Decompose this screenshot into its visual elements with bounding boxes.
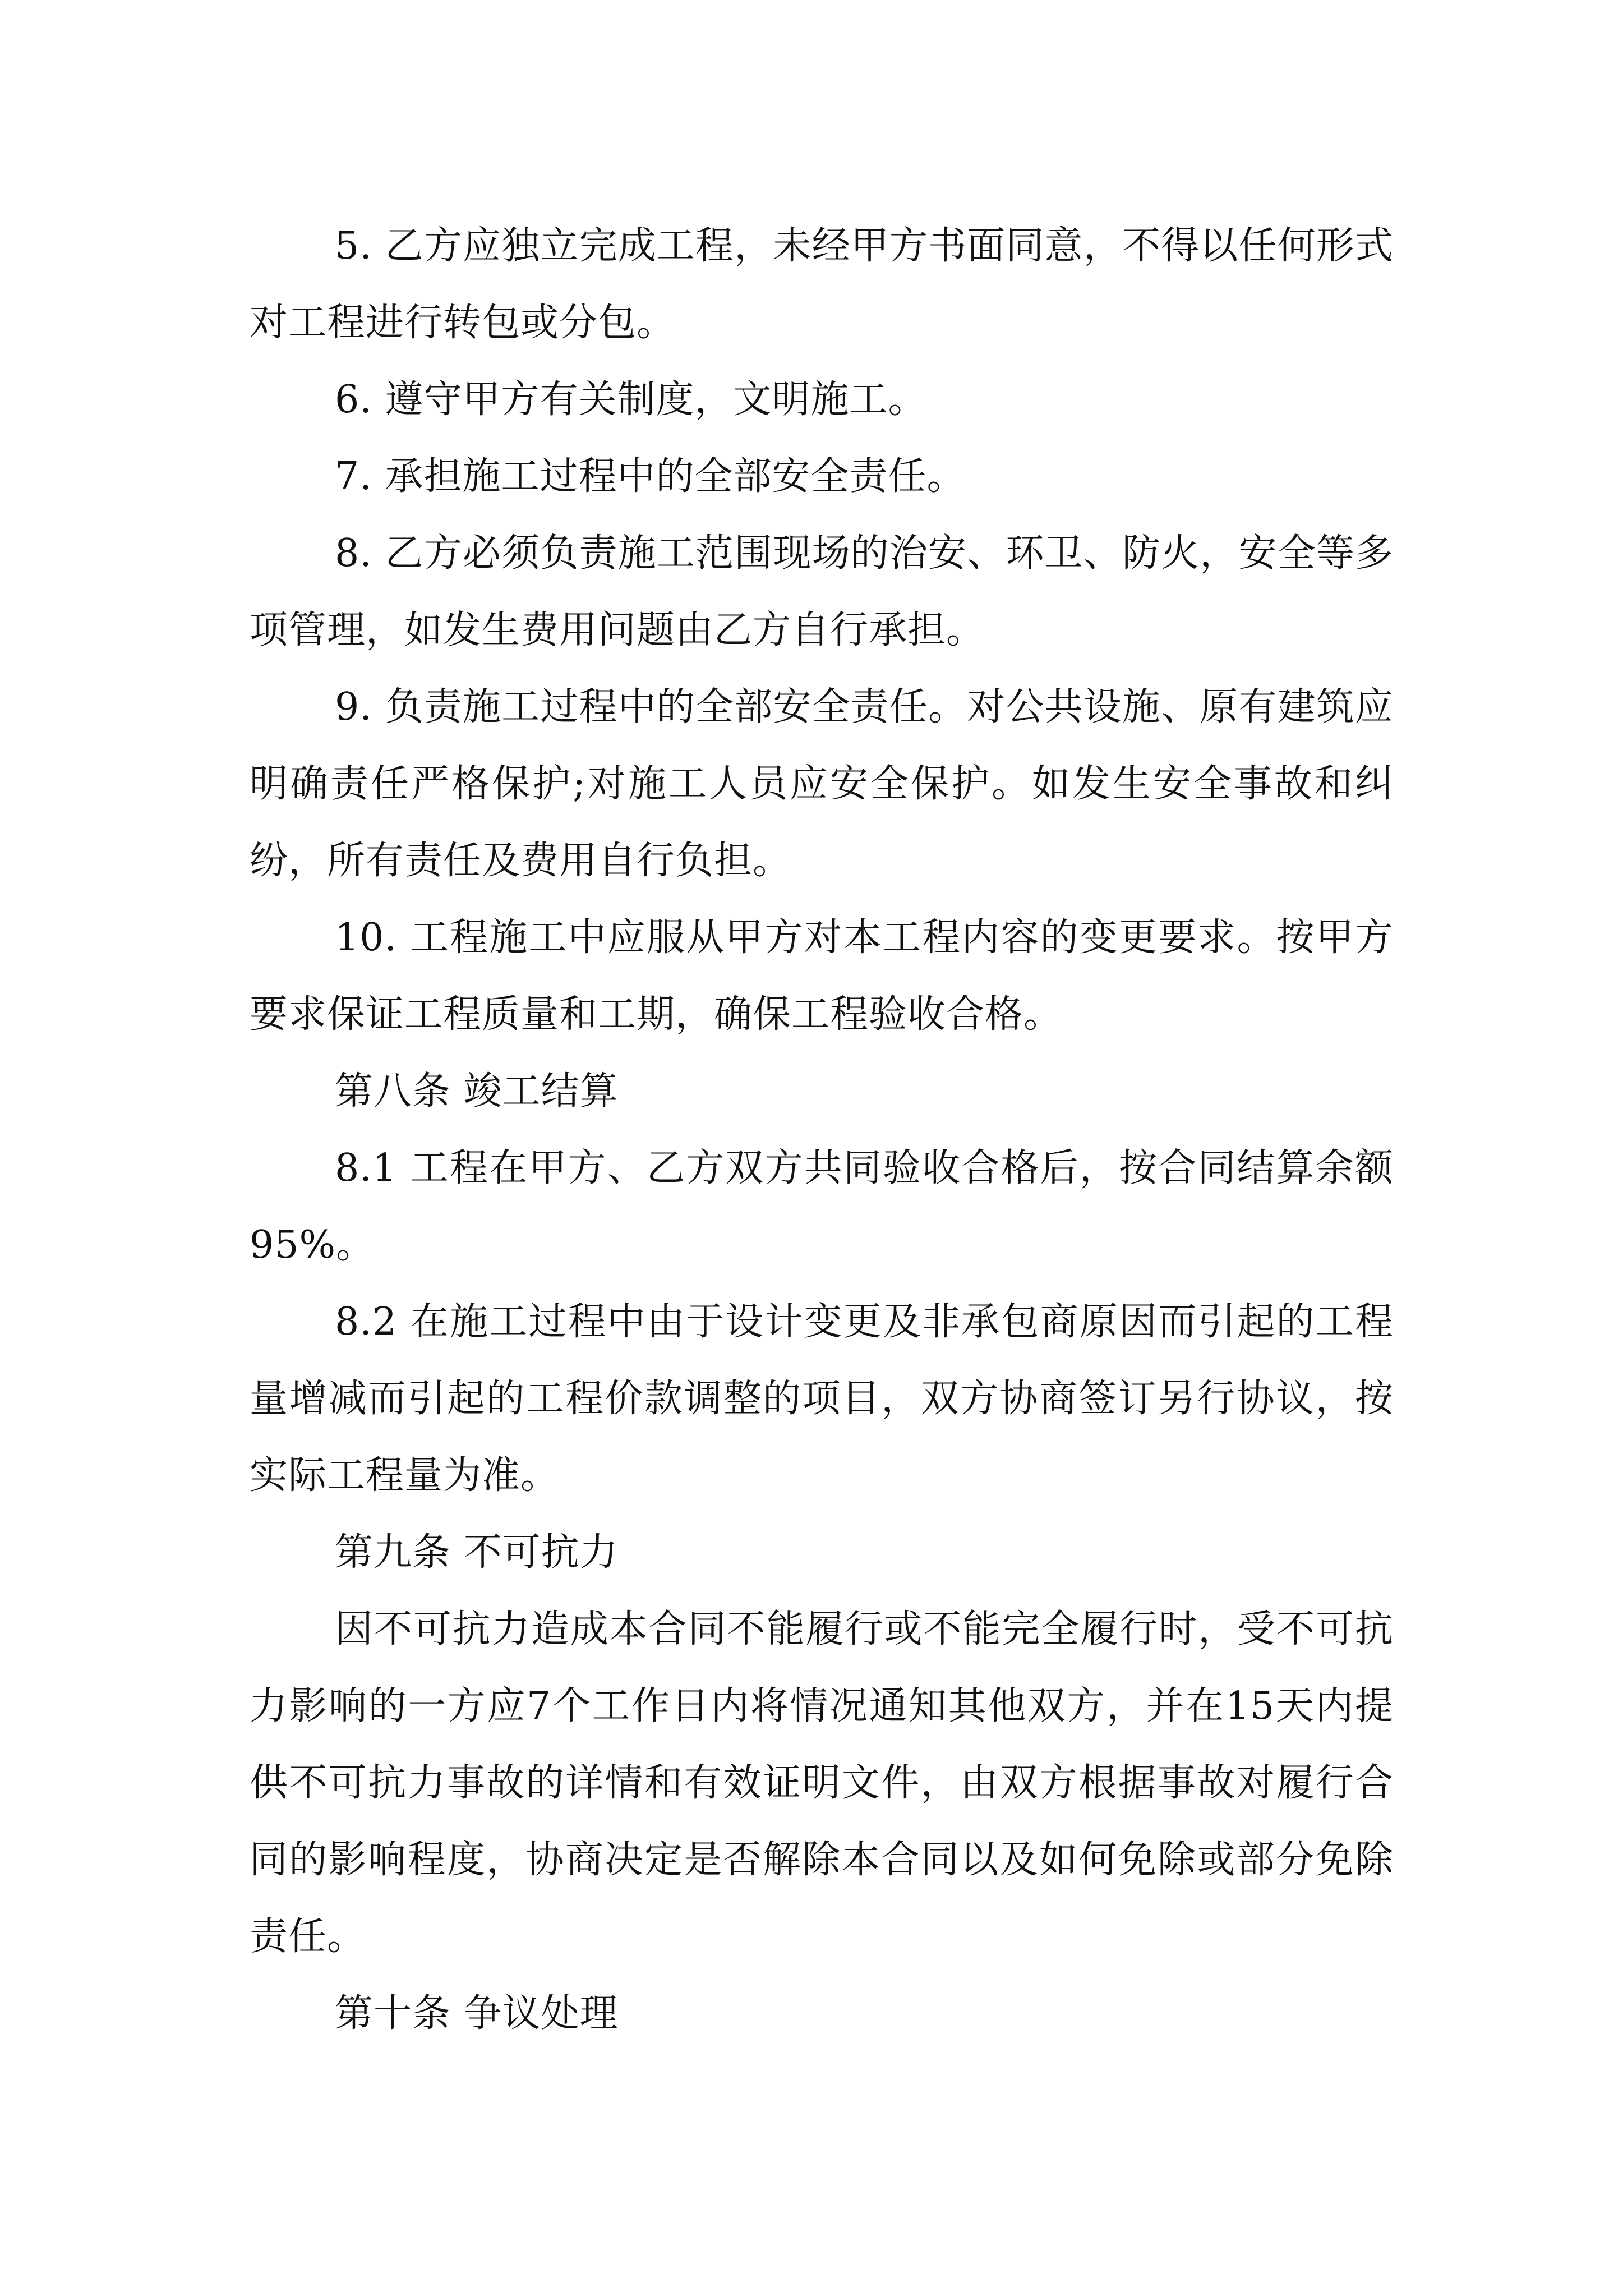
section-heading-article-8: 第八条 竣工结算 — [335, 1069, 619, 1114]
clause-8: 8. 乙方必须负责施工范围现场的治安、环卫、防火，安全等多项管理，如发生费用问题由乙方自行承担。 — [250, 531, 1394, 652]
clause-8-1: 8.1 工程在甲方、乙方双方共同验收合格后，按合同结算余额95%。 — [250, 1146, 1394, 1267]
force-majeure-paragraph: 因不可抗力造成本合同不能履行或不能完全履行时，受不可抗力影响的一方应7个工作日内将情况通知其他双方，并在15天内提供不可抗力事故的详情和有效证明文件，由双方根据事故对履行合同的影响程度，协商决定是否解除本合同以及如何免除或部分免除责任。 — [250, 1607, 1394, 1959]
clause-5: 5. 乙方应独立完成工程，未经甲方书面同意，不得以任何形式对工程进行转包或分包。 — [250, 224, 1394, 345]
document-body — [250, 208, 1394, 2052]
clause-9: 9. 负责施工过程中的全部安全责任。对公共设施、原有建筑应明确责任严格保护;对施工人员应安全保护。如发生安全事故和纠纷，所有责任及费用自行负担。 — [250, 685, 1394, 883]
clause-8-2: 8.2 在施工过程中由于设计变更及非承包商原因而引起的工程量增减而引起的工程价款调整的项目，双方协商签订另行协议，按实际工程量为准。 — [250, 1300, 1394, 1498]
clause-7: 7. 承担施工过程中的全部安全责任。 — [335, 454, 966, 499]
clause-10: 10. 工程施工中应服从甲方对本工程内容的变更要求。按甲方要求保证工程质量和工期，确保工程验收合格。 — [250, 915, 1394, 1037]
section-heading-article-10: 第十条 争议处理 — [335, 1991, 619, 2036]
section-heading-article-9: 第九条 不可抗力 — [335, 1530, 619, 1575]
clause-6: 6. 遵守甲方有关制度，文明施工。 — [335, 378, 927, 422]
